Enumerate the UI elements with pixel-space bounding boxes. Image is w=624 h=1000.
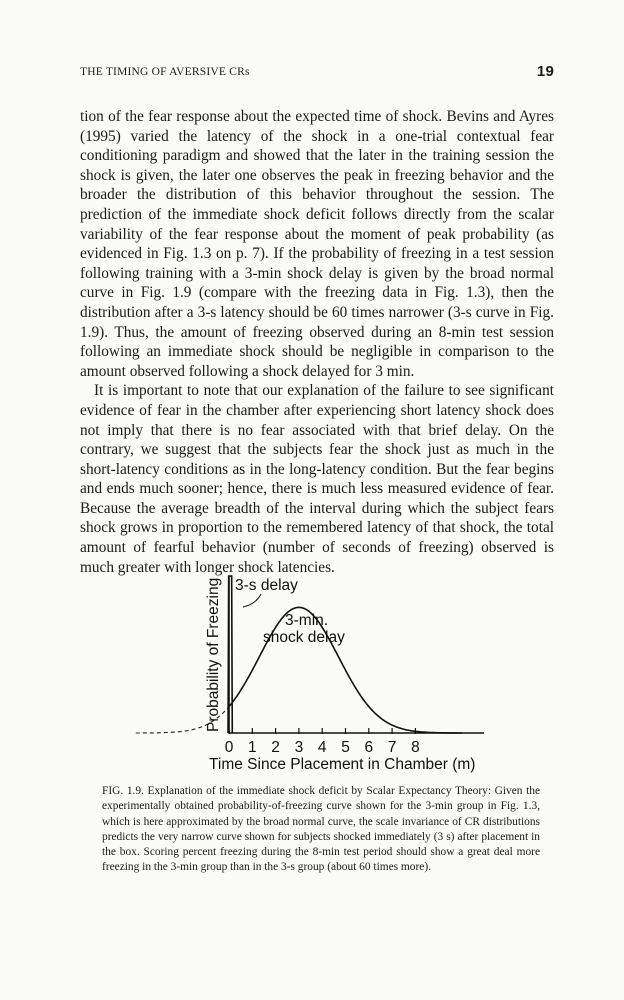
- label-3min: 3-min.: [285, 612, 329, 629]
- label-3s-leader: [243, 594, 261, 607]
- paragraph-2: It is important to note that our explanation of the failure to see significant evidence of fear in the chamber after experiencing short latency shock does not imply that there is no fear associated with that brief delay. On the contrary, we suggest that the subjects fear the shock just as much in the short-latency conditions as in the long-latency condition. But the fear begins and ends much sooner; hence, there is much less measured evidence of fear. Because the average breadth of the interval during which the subject fears shock grows in proportion to the remembered latency of that shock, the total amount of fearful behavior (number of seconds of freezing) observed is much greater with longer shock latencies.: [80, 382, 554, 576]
- freezing-chart: [80, 560, 554, 780]
- x-tick-label: 6: [364, 739, 374, 756]
- paragraph-1: tion of the fear response about the expected time of shock. Bevins and Ayres (1995) varied the latency of the shock in a one-trial contextual fear conditioning paradigm and showed that the later in the training session the shock is given, the later one observes the peak in freezing behavior and the broader the distribution of this behavior throughout the session. The prediction of the immediate shock deficit follows directly from the scalar variability of the fear response about the moment of peak probability (as evidenced in Fig. 1.3 on p. 7). If the probability of freezing in a test session following training with a 3-min shock delay is given by the broad normal curve in Fig. 1.9 (compare with the freezing data in Fig. 1.3), then the distribution after a 3-s latency should be 60 times narrower (3-s curve in Fig. 1.9). Thus, the amount of freezing observed during an 8-min test session following an immediate shock should be negligible in comparison to the amount observed following a shock delayed for 3 min.: [80, 108, 554, 380]
- running-title: THE TIMING OF AVERSIVE CRs: [80, 66, 250, 78]
- chart-curves: [136, 576, 462, 733]
- x-tick-label: 4: [317, 739, 327, 756]
- x-tick-label: 8: [411, 739, 420, 756]
- page-number: 19: [536, 63, 554, 80]
- label-shock-delay: shock delay: [263, 629, 345, 646]
- x-tick-label: 1: [247, 739, 257, 756]
- series-3min-delay: [229, 607, 462, 733]
- x-tick-label: 3: [294, 739, 304, 756]
- label-3s-delay: 3-s delay: [235, 577, 298, 594]
- x-tick-label: 0: [224, 739, 234, 756]
- x-tick-labels: [225, 739, 420, 756]
- y-axis-label: Probability of Freezing: [205, 577, 222, 732]
- x-tick-label: 5: [341, 739, 350, 756]
- x-tick-label: 7: [387, 739, 397, 756]
- figure-1-9: [80, 560, 554, 780]
- body-text: [80, 107, 554, 577]
- x-tick-label: 2: [271, 739, 280, 756]
- x-axis-label: Time Since Placement in Chamber (m): [209, 756, 476, 773]
- figure-caption: FIG. 1.9. Explanation of the immediate shock deficit by Scalar Expectancy Theory: Given the experimentally obtained probability-of-freezing curve shown for the 3-min group in Fig. 1.3, which is here approximated by the broad normal curve, the scale invariance of CR distributions predicts the very narrow curve shown for subjects shocked immediately (3 s) after placement in the box. Scoring percent freezing during the 8-min test period should show a great deal more freezing in the 3-min group than in the 3-s group (about 60 times more).: [102, 785, 540, 874]
